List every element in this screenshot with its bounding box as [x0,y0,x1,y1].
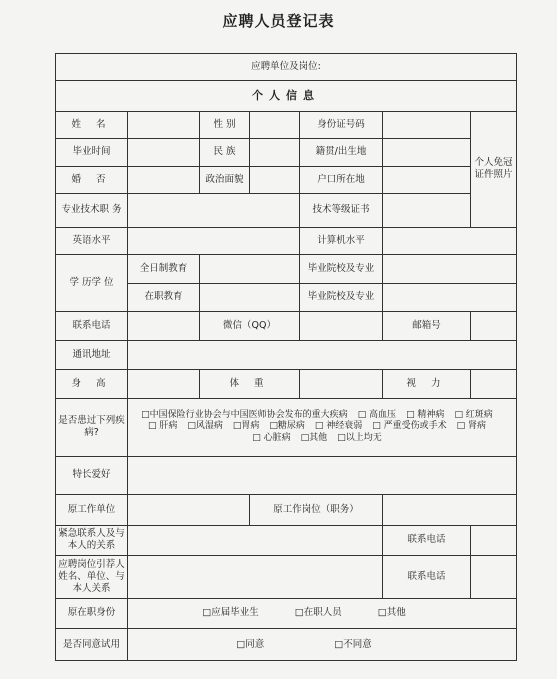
disease-option[interactable]: □以上均无 [337,432,382,443]
skill-cert-field[interactable] [383,194,471,228]
english-field[interactable] [128,227,300,254]
vision-field[interactable] [471,370,517,398]
identity-options [128,598,517,629]
address-field[interactable] [128,340,517,369]
marital-field[interactable] [128,166,200,193]
computer-label: 计算机水平 [300,227,383,254]
referrer-label: 应聘岗位引荐人姓名、单位、与本人关系 [56,556,128,599]
disease-option[interactable]: □风湿病 [187,421,223,432]
email-label: 邮箱号 [383,312,471,340]
education-label: 学 历学 位 [56,255,128,312]
identity-option-graduate[interactable]: □应届毕业生 [202,607,259,619]
in-service-label: 在职教育 [128,283,200,311]
school-major-label-1: 毕业院校及专业 [300,255,383,283]
disease-option[interactable]: □ 心脏病 [252,432,291,443]
prev-post-label: 原工作岗位（职务） [250,495,383,526]
political-field[interactable] [250,166,300,193]
ethnicity-field[interactable] [250,139,300,166]
disease-option[interactable]: □ 高血压 [357,409,397,420]
phone-field[interactable] [128,312,200,340]
graduation-time-label: 毕业时间 [56,139,128,166]
probation-option-disagree[interactable]: □不同意 [334,638,372,650]
emergency-phone-label: 联系电话 [383,525,471,556]
height-label: 身 高 [56,370,128,398]
disease-option[interactable]: □ 神经衰弱 [314,421,363,432]
disease-option[interactable]: □ 红斑病 [454,409,493,420]
identity-label: 原在职身份 [56,598,128,629]
emergency-phone-field[interactable] [471,525,517,556]
identity-option-employed[interactable]: □在职人员 [294,607,342,619]
tech-title-field[interactable] [128,194,300,228]
probation-option-agree[interactable]: □同意 [236,638,265,650]
wechat-label: 微信（QQ） [200,312,300,340]
weight-field[interactable] [300,370,383,398]
disease-option[interactable]: □ 精神病 [406,409,445,420]
skill-cert-label: 技术等级证书 [300,194,383,228]
prev-post-field[interactable] [383,495,517,526]
specialty-field[interactable] [128,456,517,495]
email-field[interactable] [471,312,517,340]
disease-option[interactable]: □ 肾病 [456,421,487,432]
id-number-label: 身份证号码 [300,111,383,138]
graduation-time-field[interactable] [128,139,200,166]
referrer-field[interactable] [128,556,383,599]
wechat-field[interactable] [300,312,383,340]
referrer-phone-label: 联系电话 [383,556,471,599]
gender-field[interactable] [250,111,300,138]
identity-option-other[interactable]: □其他 [377,607,406,619]
full-time-label: 全日制教育 [128,255,200,283]
gender-label: 性 别 [200,111,250,138]
disease-question-label: 是否患过下列疾病? [56,398,128,456]
disease-option[interactable]: □ 肝病 [147,421,178,432]
id-number-field[interactable] [383,111,471,138]
marital-label: 婚 否 [56,166,128,193]
emergency-contact-field[interactable] [128,525,383,556]
hukou-label: 户口所在地 [300,166,383,193]
disease-option[interactable]: □ 严重受伤或手术 [372,421,447,432]
name-label: 姓 名 [56,111,128,138]
address-label: 通讯地址 [56,340,128,369]
name-field[interactable] [128,111,200,138]
referrer-phone-field[interactable] [471,556,517,599]
school-major-label-2: 毕业院校及专业 [300,283,383,311]
photo-cell[interactable]: 个人免冠证件照片 [471,111,517,227]
prev-unit-label: 原工作单位 [56,495,128,526]
height-field[interactable] [128,370,200,398]
disease-option[interactable]: □糖尿病 [269,421,305,432]
tech-title-label: 专业技术职 务 [56,194,128,228]
native-place-field[interactable] [383,139,471,166]
native-place-label: 籍贯/出生地 [300,139,383,166]
phone-label: 联系电话 [56,312,128,340]
disease-option[interactable]: □其他 [300,432,328,443]
hukou-field[interactable] [383,166,471,193]
disease-checklist [128,398,517,456]
form-title: 应聘人员登记表 [222,12,335,30]
probation-options [128,629,517,661]
unit-position-label: 应聘单位及岗位: [251,61,321,73]
unit-position-cell[interactable] [56,54,517,81]
probation-label: 是否同意试用 [56,629,128,661]
section-personal-info: 个人信息 [56,81,517,112]
english-label: 英语水平 [56,227,128,254]
school-major-field-1[interactable] [383,255,517,283]
vision-label: 视 力 [383,370,471,398]
ethnicity-label: 民 族 [200,139,250,166]
disease-option[interactable]: □中国保险行业协会与中国医师协会发布的重大疾病 [141,409,348,420]
disease-option[interactable]: □胃病 [232,421,260,432]
specialty-label: 特长爱好 [56,456,128,495]
full-time-field[interactable] [200,255,300,283]
registration-form [55,53,517,661]
prev-unit-field[interactable] [128,495,250,526]
political-label: 政治面貌 [200,166,250,193]
computer-field[interactable] [383,227,517,254]
in-service-field[interactable] [200,283,300,311]
weight-label: 体 重 [200,370,300,398]
school-major-field-2[interactable] [383,283,517,311]
emergency-contact-label: 紧急联系人及与本人的关系 [56,525,128,556]
